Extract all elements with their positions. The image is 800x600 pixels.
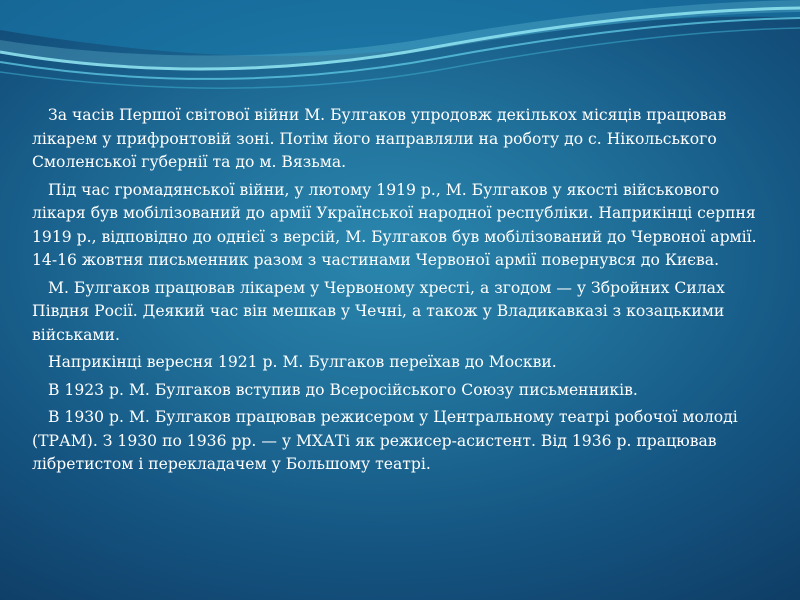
paragraph-5: В 1923 р. М. Булгаков вступив до Всеросійського Союзу письменників.	[48, 380, 638, 399]
paragraph-4: Наприкінці вересня 1921 р. М. Булгаков переїхав до Москви.	[48, 353, 557, 371]
paragraph-2: Під час громадянської війни, у лютому 1919 р., М. Булгаков у якості військового лікаря був мобілізований до армії Української народної республіки. Наприкінці серпня 1919 р., відповідно до однієї з версій, М. Булгаков був мобілізований до Червоної армії. 14-16 жовтня письменник разом з частинами Червоної армії повернувся до Києва.	[32, 180, 757, 269]
paragraph-1: За часів Першої світової війни М. Булгаков упродовж декількох місяців працював лікарем у прифронтовій зоні. Потім його направляли на роботу до с. Нікольського Смоленської губернії та до м. Вязьма.	[32, 106, 727, 171]
slide-body-text	[32, 104, 772, 481]
paragraph-3: М. Булгаков працював лікарем у Червоному хресті, а згодом — у Збройних Силах Півдня Росії. Деякий час він мешкав у Чечні, а також у Владикавказі з козацькими військами.	[32, 278, 725, 344]
paragraph-6: В 1930 р. М. Булгаков працював режисером у Центральному театрі робочої молоді (ТРАМ). З 1930 по 1936 рр. — у МХАТі як режисер-асистент. Від 1936 р. працював лібретистом і перекладачем у Большому театрі.	[32, 408, 738, 473]
decorative-wave-graphic	[0, 0, 800, 110]
